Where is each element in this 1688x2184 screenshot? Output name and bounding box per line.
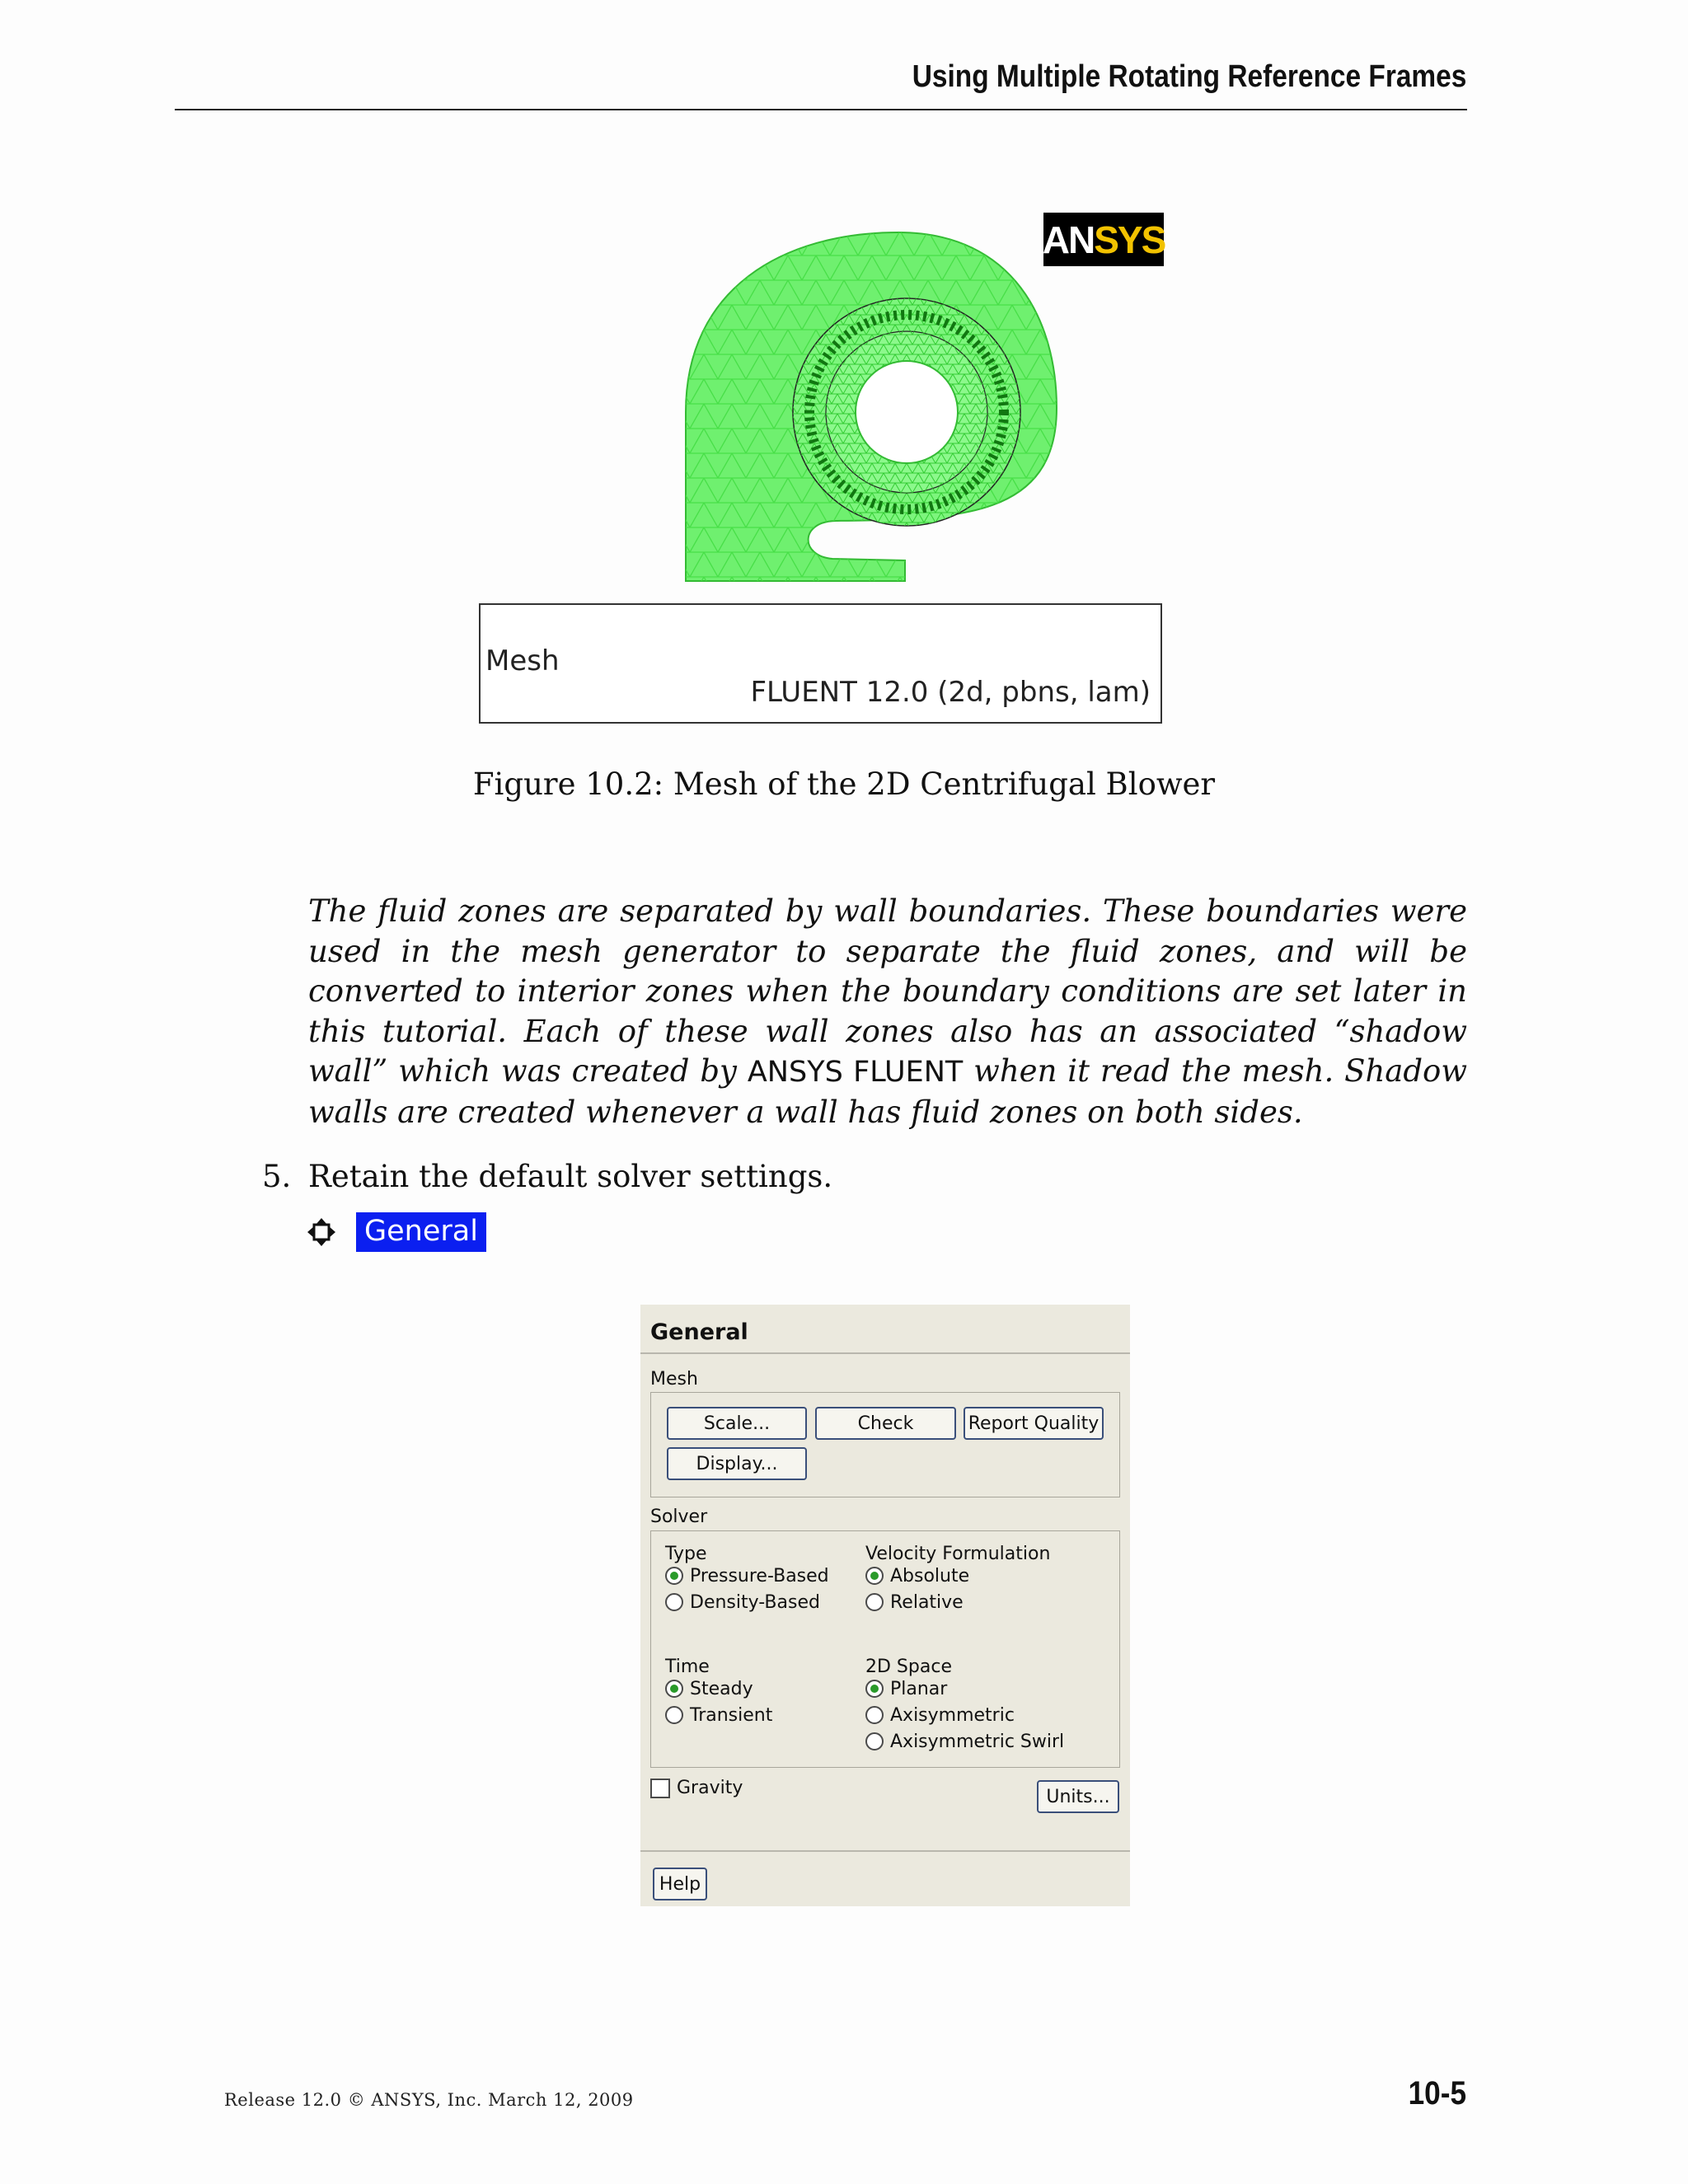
help-button[interactable]: Help bbox=[653, 1868, 707, 1900]
logo-text-sys: SYS bbox=[1094, 218, 1165, 261]
units-button[interactable]: Units... bbox=[1037, 1780, 1119, 1813]
radio-label: Planar bbox=[890, 1678, 948, 1699]
radio-dot bbox=[865, 1706, 884, 1724]
display-button[interactable]: Display... bbox=[667, 1447, 807, 1480]
running-header: Using Multiple Rotating Reference Frames bbox=[912, 59, 1466, 94]
radio-dot bbox=[865, 1593, 884, 1611]
check-button[interactable]: Check bbox=[815, 1407, 956, 1440]
radio-label: Density-Based bbox=[690, 1591, 820, 1613]
radio-axisymmetric[interactable] bbox=[865, 1704, 1015, 1727]
figure-label-mesh: Mesh bbox=[485, 644, 560, 677]
figure-label-version: FLUENT 12.0 (2d, pbns, lam) bbox=[750, 676, 1151, 709]
general-task-panel bbox=[640, 1305, 1130, 1906]
checkbox-box bbox=[650, 1779, 670, 1798]
radio-relative[interactable] bbox=[865, 1591, 964, 1614]
note-text-2: when it read the mesh. Shadow walls are created whenever a wall has fluid zones on both sides. bbox=[308, 1053, 1467, 1130]
radio-label: Steady bbox=[690, 1678, 753, 1699]
radio-label: Pressure-Based bbox=[690, 1565, 829, 1586]
report-quality-button[interactable]: Report Quality bbox=[964, 1407, 1104, 1440]
radio-label: Axisymmetric Swirl bbox=[890, 1731, 1065, 1752]
radio-axisymmetric-swirl[interactable] bbox=[865, 1730, 1064, 1753]
radio-density-based[interactable] bbox=[665, 1591, 820, 1614]
2d-space-label: 2D Space bbox=[865, 1657, 952, 1677]
panel-title: General bbox=[650, 1319, 748, 1345]
ansys-logo bbox=[1043, 213, 1164, 266]
radio-dot bbox=[665, 1593, 683, 1611]
gravity-label: Gravity bbox=[677, 1778, 743, 1798]
step-number: 5. bbox=[262, 1159, 292, 1194]
radio-dot bbox=[865, 1732, 884, 1750]
header-rule bbox=[175, 109, 1467, 110]
logo-text-an: AN bbox=[1042, 218, 1095, 261]
velocity-formulation-label: Velocity Formulation bbox=[865, 1544, 1051, 1564]
note-paragraph bbox=[308, 892, 1467, 1132]
radio-label: Transient bbox=[690, 1704, 773, 1726]
time-label: Time bbox=[665, 1657, 710, 1677]
rotor-hub bbox=[856, 361, 958, 463]
radio-label: Absolute bbox=[890, 1565, 970, 1586]
step-5 bbox=[262, 1159, 832, 1194]
radio-planar[interactable] bbox=[865, 1677, 947, 1700]
radio-dot-selected bbox=[665, 1567, 683, 1585]
gravity-checkbox[interactable] bbox=[650, 1778, 743, 1798]
radio-dot-selected bbox=[665, 1680, 683, 1698]
radio-pressure-based[interactable] bbox=[665, 1564, 829, 1587]
radio-label: Axisymmetric bbox=[890, 1704, 1015, 1726]
figure-caption: Figure 10.2: Mesh of the 2D Centrifugal Blower bbox=[472, 766, 1216, 802]
radio-dot-selected bbox=[865, 1680, 884, 1698]
mesh-group-label: Mesh bbox=[650, 1369, 698, 1390]
radio-absolute[interactable] bbox=[865, 1564, 969, 1587]
general-nav-link[interactable]: General bbox=[356, 1212, 486, 1252]
panel-title-divider bbox=[640, 1352, 1130, 1354]
footer-release: Release 12.0 © ANSYS, Inc. March 12, 2009 bbox=[224, 2090, 634, 2110]
scale-button[interactable]: Scale... bbox=[667, 1407, 807, 1440]
step-text: Retain the default solver settings. bbox=[308, 1159, 833, 1194]
radio-dot bbox=[665, 1706, 683, 1724]
panel-bottom-divider bbox=[640, 1850, 1130, 1852]
page-number: 10-5 bbox=[1408, 2075, 1466, 2111]
type-label: Type bbox=[665, 1544, 707, 1564]
radio-steady[interactable] bbox=[665, 1677, 753, 1700]
solver-group-label: Solver bbox=[650, 1507, 708, 1527]
figure-label-box bbox=[479, 603, 1162, 724]
arrows-move-icon bbox=[305, 1216, 338, 1249]
note-text-1: The fluid zones are separated by wall boundaries. These boundaries were used in the mesh generator to separate the fluid zones, and will be converted to interior zones when the boundary conditions are set later in this tutorial. Each of these wall zones also has an associated “shadow wall” which was created by bbox=[308, 893, 1467, 1089]
radio-transient[interactable] bbox=[665, 1704, 772, 1727]
radio-dot-selected bbox=[865, 1567, 884, 1585]
navigation-path bbox=[305, 1212, 486, 1253]
radio-label: Relative bbox=[890, 1591, 964, 1613]
note-product-name: ANSYS FLUENT bbox=[747, 1056, 964, 1089]
